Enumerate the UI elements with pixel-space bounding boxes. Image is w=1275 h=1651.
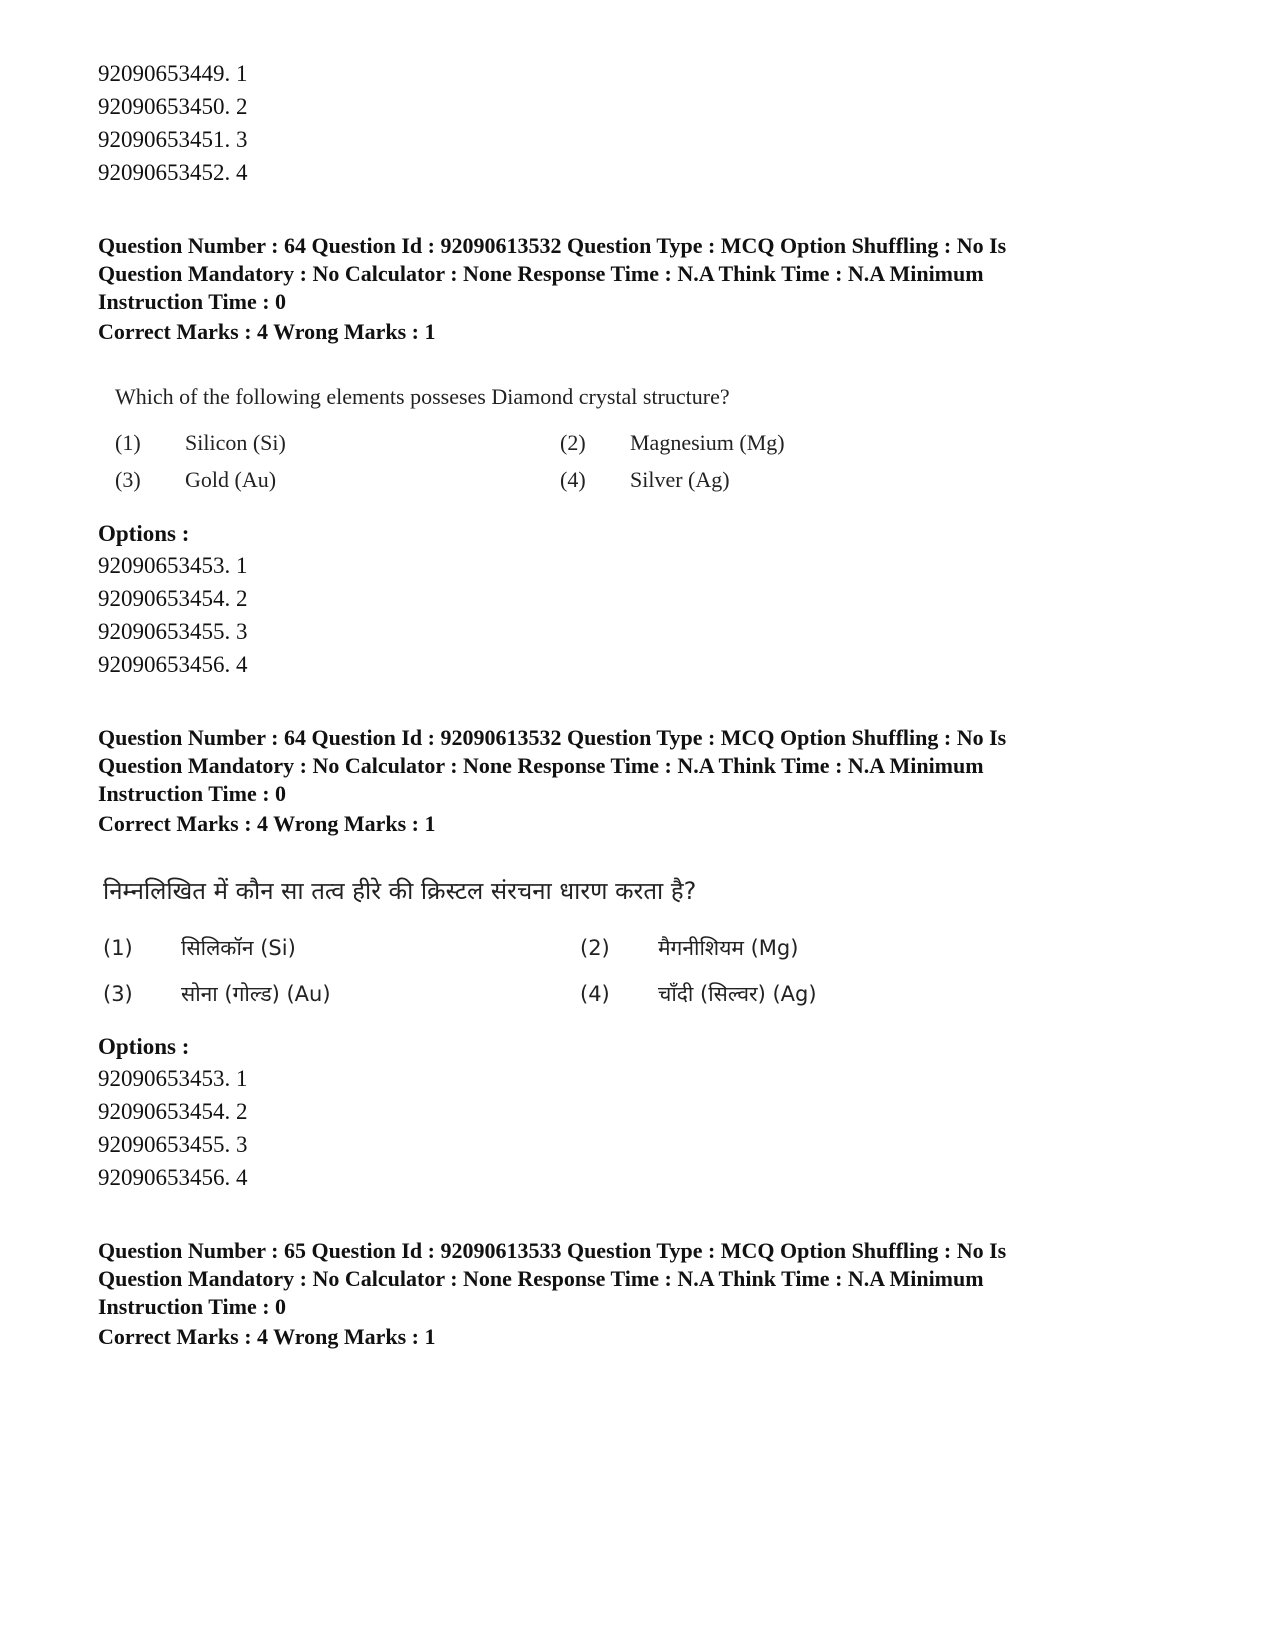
choice-4 <box>580 980 817 1008</box>
question-header <box>98 724 1178 808</box>
choice-text: सिलिकॉन (Si) <box>181 936 296 960</box>
choice-1 <box>115 430 286 456</box>
choice-text: Magnesium (Mg) <box>630 430 785 455</box>
option-line: 92090653451. 3 <box>98 127 248 152</box>
choice-number: (2) <box>580 936 610 960</box>
options-label: Options : <box>98 521 190 546</box>
question-header-line: Question Mandatory : No Calculator : None Response Time : N.A Think Time : N.A Minimum <box>98 753 984 778</box>
choice-number: (4) <box>580 982 610 1006</box>
choice-text: Silicon (Si) <box>185 430 286 455</box>
choice-2 <box>560 430 785 456</box>
question-text: निम्नलिखित में कौन सा तत्व हीरे की क्रिस्टल संरचना धारण करता है? <box>103 877 697 905</box>
choice-1 <box>103 934 296 962</box>
question-header-line: Instruction Time : 0 <box>98 781 287 806</box>
option-line: 92090653449. 1 <box>98 61 248 86</box>
question-header-line: Question Mandatory : No Calculator : None Response Time : N.A Think Time : N.A Minimum <box>98 261 984 286</box>
question-text: Which of the following elements posseses Diamond crystal structure? <box>115 384 730 409</box>
option-line: 92090653454. 2 <box>98 586 248 611</box>
option-line: 92090653456. 4 <box>98 652 248 677</box>
option-line: 92090653455. 3 <box>98 1132 248 1157</box>
choice-3 <box>115 467 276 493</box>
marks-line: Correct Marks : 4 Wrong Marks : 1 <box>98 319 436 344</box>
choice-text: सोना (गोल्ड) (Au) <box>181 982 331 1006</box>
question-header <box>98 1237 1178 1321</box>
choice-number: (1) <box>115 430 141 455</box>
choice-3 <box>103 980 331 1008</box>
choice-number: (3) <box>103 982 133 1006</box>
choice-text: Silver (Ag) <box>630 467 730 492</box>
question-header-line: Question Number : 64 Question Id : 92090613532 Question Type : MCQ Option Shuffling : No Is <box>98 233 1007 258</box>
choice-4 <box>560 467 730 493</box>
marks-line: Correct Marks : 4 Wrong Marks : 1 <box>98 811 436 836</box>
question-header-line: Question Mandatory : No Calculator : None Response Time : N.A Think Time : N.A Minimum <box>98 1266 984 1291</box>
option-line: 92090653450. 2 <box>98 94 248 119</box>
options-label: Options : <box>98 1034 190 1059</box>
marks-line: Correct Marks : 4 Wrong Marks : 1 <box>98 1324 436 1349</box>
option-line: 92090653452. 4 <box>98 160 248 185</box>
option-line: 92090653455. 3 <box>98 619 248 644</box>
choice-text: मैगनीशियम (Mg) <box>658 936 799 960</box>
question-header-line: Question Number : 64 Question Id : 92090613532 Question Type : MCQ Option Shuffling : No Is <box>98 725 1007 750</box>
choice-number: (2) <box>560 430 586 455</box>
option-line: 92090653453. 1 <box>98 1066 248 1091</box>
option-line: 92090653456. 4 <box>98 1165 248 1190</box>
question-header <box>98 232 1178 316</box>
choice-number: (1) <box>103 936 133 960</box>
question-header-line: Instruction Time : 0 <box>98 289 287 314</box>
choice-text: Gold (Au) <box>185 467 277 492</box>
option-line: 92090653453. 1 <box>98 553 248 578</box>
question-header-line: Instruction Time : 0 <box>98 1294 287 1319</box>
choice-number: (3) <box>115 467 141 492</box>
question-header-line: Question Number : 65 Question Id : 92090613533 Question Type : MCQ Option Shuffling : No Is <box>98 1238 1007 1263</box>
choice-text: चाँदी (सिल्वर) (Ag) <box>658 982 817 1006</box>
choice-number: (4) <box>560 467 586 492</box>
option-line: 92090653454. 2 <box>98 1099 248 1124</box>
choice-2 <box>580 934 798 962</box>
